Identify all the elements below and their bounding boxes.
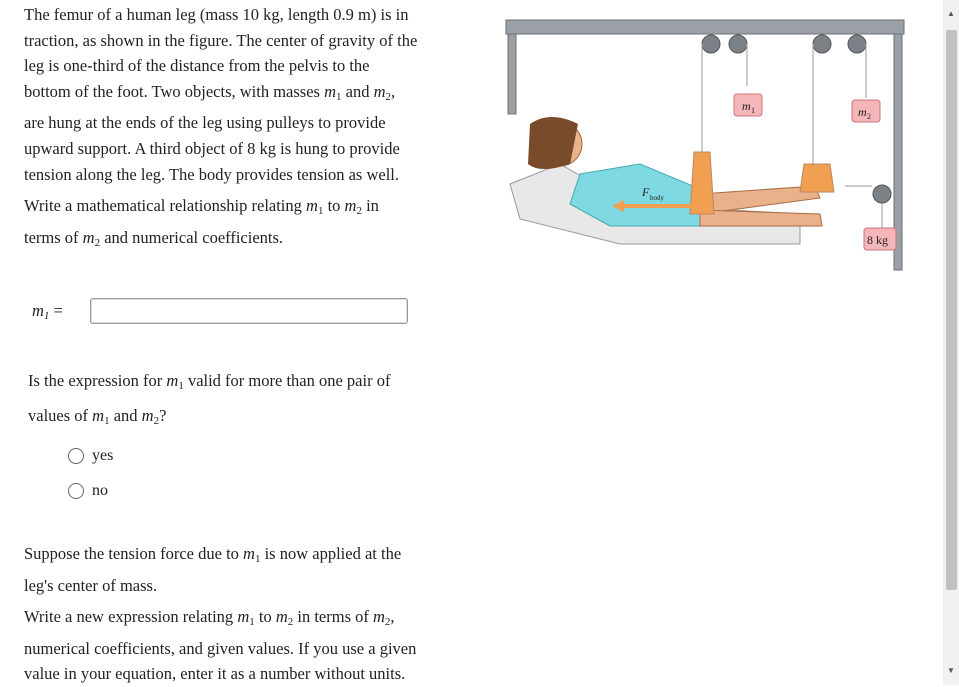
sub: 2: [287, 616, 294, 628]
radio-option-no[interactable]: [68, 482, 108, 500]
sub: 2: [153, 415, 160, 427]
other-leg: [700, 210, 822, 226]
text: numerical coefficients, and given values. If you use a given: [24, 638, 417, 658]
sub: 1: [317, 205, 324, 217]
traction-figure: [500, 14, 920, 274]
weight-m2-sub: 2: [867, 112, 871, 121]
var: m: [344, 196, 357, 215]
text: Write a mathematical relationship relating: [24, 196, 307, 215]
frame-top-bar: [506, 20, 904, 34]
var: m: [324, 81, 337, 101]
pulley: [729, 35, 747, 53]
radio-option-yes[interactable]: [68, 447, 113, 465]
text: and: [109, 406, 142, 425]
text: ,: [391, 81, 396, 101]
text: in terms of: [293, 607, 373, 626]
sub: 1: [336, 90, 342, 103]
weight-m1-sub: 1: [751, 106, 755, 115]
var: m: [82, 227, 95, 247]
radio-label: yes: [92, 447, 114, 464]
vertical-scrollbar[interactable]: [943, 0, 959, 685]
weight-8kg-label: 8 kg: [867, 233, 888, 247]
pulley: [848, 35, 866, 53]
sub: 2: [356, 205, 362, 217]
text: Is the expression for: [28, 371, 167, 390]
answer-row: [32, 298, 408, 324]
text: ?: [159, 406, 167, 425]
text: and numerical coefficients.: [100, 227, 284, 247]
var: m: [141, 406, 154, 425]
text: leg's center of mass.: [24, 575, 158, 595]
var: m: [237, 607, 250, 626]
text: The femur of a human leg (mass 10 kg, length 0.9 m) is in: [24, 5, 409, 24]
scroll-thumb[interactable]: [946, 30, 957, 590]
question-3: [24, 541, 464, 598]
text: values of: [28, 406, 93, 425]
scroll-down-icon[interactable]: ▼: [947, 666, 955, 675]
end-pulley: [873, 185, 891, 203]
sub: 1: [254, 553, 261, 565]
sub: 1: [178, 380, 184, 392]
text: in: [361, 196, 379, 215]
weight-m2-label: m: [858, 105, 867, 119]
weight-m1-label: m: [742, 99, 751, 113]
sub: 1: [104, 415, 110, 427]
sub: 1: [43, 309, 50, 322]
problem-statement: [24, 2, 464, 187]
text: to: [323, 196, 345, 215]
hair: [528, 117, 578, 169]
pulley: [702, 35, 720, 53]
text: is now applied at the: [260, 544, 402, 563]
scroll-up-icon[interactable]: ▲: [947, 9, 955, 18]
text: bottom of the foot. Two objects, with masses: [24, 81, 325, 101]
text: Write a new expression relating: [24, 607, 238, 626]
var: m: [32, 300, 44, 320]
text: are hung at the ends of the leg using pulleys to provide: [24, 113, 386, 133]
question-2: [28, 366, 448, 436]
var: m: [275, 607, 288, 626]
text: ,: [390, 607, 395, 626]
text: leg is one-third of the distance from the pelvis to the: [24, 56, 370, 76]
var: m: [306, 196, 318, 215]
text: terms of: [24, 227, 83, 247]
sub: 1: [249, 616, 255, 628]
text: to: [254, 607, 276, 626]
question-1: [24, 193, 464, 256]
text: valid for more than one pair of: [183, 371, 391, 390]
sling-foot: [800, 164, 834, 192]
text: tension along the leg. The body provides tension as well.: [24, 164, 400, 184]
force-label-sub: body: [650, 194, 664, 202]
equals: =: [53, 300, 63, 320]
sub: 2: [385, 90, 392, 103]
sub: 2: [384, 616, 391, 628]
text: upward support. A third object of 8 kg is hung to provide: [24, 138, 400, 158]
answer-label: [32, 301, 90, 322]
force-label: F: [642, 185, 650, 199]
pulley: [813, 35, 831, 53]
frame-left-post: [508, 34, 516, 114]
radio-label: no: [92, 482, 108, 499]
var: m: [373, 607, 385, 626]
text: and: [341, 81, 374, 101]
question-4: [24, 604, 464, 687]
radio-button[interactable]: [68, 483, 84, 499]
var: m: [373, 81, 386, 101]
text: Suppose the tension force due to: [24, 544, 244, 563]
text: traction, as shown in the figure. The center of gravity of the: [24, 30, 418, 50]
radio-button[interactable]: [68, 448, 84, 464]
sub: 2: [94, 236, 101, 249]
text: value in your equation, enter it as a number without units.: [24, 664, 406, 684]
var: m: [166, 371, 179, 390]
m1-answer-input[interactable]: [90, 298, 408, 324]
var: m: [243, 544, 255, 563]
var: m: [92, 406, 105, 425]
top-pulleys: [702, 35, 866, 53]
